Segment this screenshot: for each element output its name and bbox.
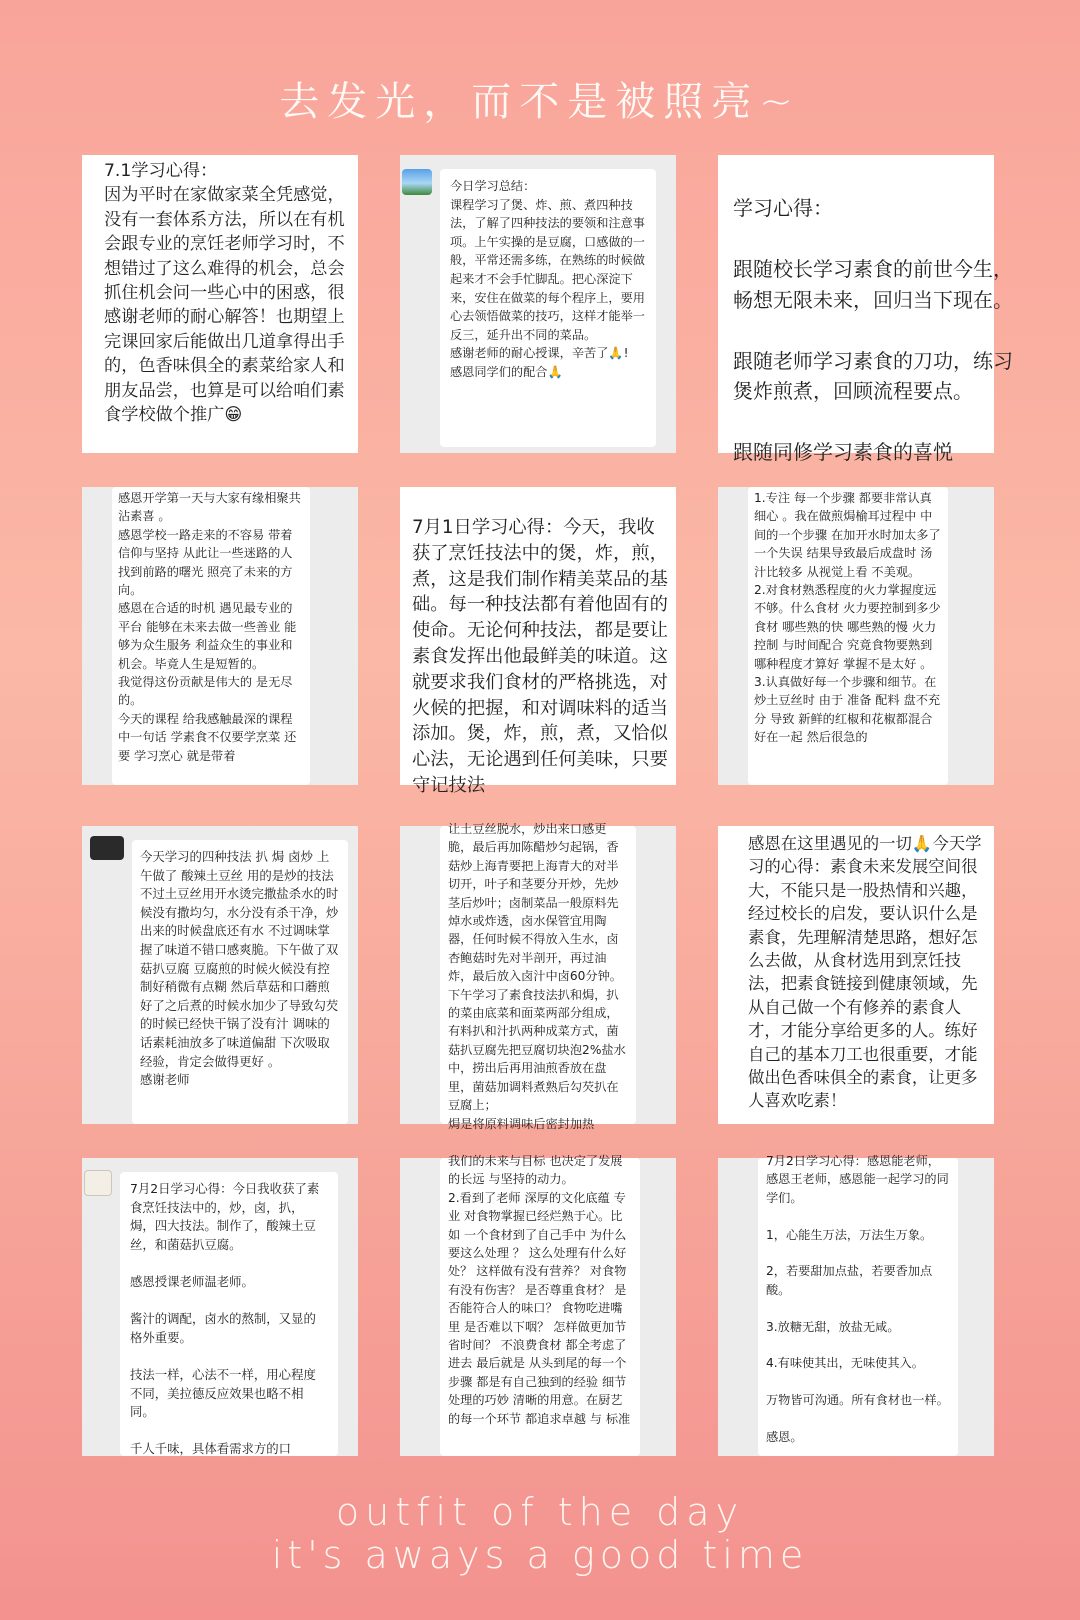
note-text-11: 我们的未来与目标 也决定了发展的长远 与坚持的动力。 2.看到了老师 深厚的文化底蕴 专业 对食物掌握已经烂熟于心。比如 一个食材到了自己手中 为什么要这么处理 ？ 这么处理有什么好处？ 这样做有没有营养？ 对食物有没有伤害？ 是否尊重食材？ 是否能符合人的味口？ 食物吃进嘴里 是否难以下咽？ 怎样做更加节省时间？ 不浪费食材 都全考虑了进去 最后就是 从头到尾的每一个步骤 都是有自己独到的经验 细节 处理的巧妙 清晰的用意。在厨艺的每一个环节 都追求卓越 与 标准 [448,1154,631,1426]
cat-avatar-icon [84,1170,112,1196]
note-tile-11 [400,1154,676,1456]
note-tile-5 [400,487,676,796]
note-text-5: 7月1日学习心得：今天，我收获了烹饪技法中的煲，炸，煎，煮，这是我们制作精美菜品的基础。每一种技法都有着他固有的使命。无论何种技法，都是要让素食发挥出他最鲜美的味道。这就要求我们食材的严格挑选，对火候的把握，和对调味料的适当添加。煲，炸，煎，煮，又恰似心法，无论遇到任何美味，只要守记技法 [412,517,668,796]
chat-bubble-10 [120,1172,338,1456]
chat-bubble-2 [440,169,656,447]
chat-bubble-4 [112,487,310,785]
note-text-7: 今天学习的四种技法 扒 焗 卤炒 上午做了 酸辣土豆丝 用的是炒的技法 不过土豆丝用开水烫完撒盐杀水的时候没有撒均匀，水分没有杀干净，炒出来的时候盘底还有水 不过调味掌握了味道不错口感爽脆。下午做了双菇扒豆腐 豆腐煎的时候火候没有控制好稍微有点糊 然后草菇和口蘑煎好了之后煮的时候水加少了导致勾芡的时候已经快干锅了没有汁 调味的话素耗油放多了味道偏甜 下次吸取经验，肯定会做得更好 。 感谢老师 [140,849,339,1088]
note-text-10: 7月2日学习心得：今日我收获了素食烹饪技法中的，炒，卤，扒，焗，四大技法。制作了，酸辣土豆丝，和菌菇扒豆腐。 感恩授课老师温老师。 酱汁的调配，卤水的熬制，又显的格外重要。 技法一样，心法不一样，用心程度不同，美拉德反应效果也略不相同。 千人千味，具体看需求方的口 [130,1181,320,1457]
headline: 去发光，而不是被照亮~ [279,79,801,125]
note-tile-6 [718,487,994,785]
note-tile-3 [718,155,1013,464]
footer-line-1: outfit of the day [335,1490,745,1534]
chat-bubble-6 [748,487,948,785]
note-text-6: 1.专注 每一个步骤 都要非常认真 细心 。我在做煎焗榆耳过程中 中间的一个步骤 在加开水时加太多了 一个失误 结果导致最后成盘时 汤 汁比较多 从视觉上看 不美观。 2.对食材熟悉程度的火力掌握度远不够。什么食材 火力要控制到多少 食材 哪些熟的快 哪些熟的慢 火力控制 与时间配合 究竟食物要熟到哪种程度才算好 掌握不是太好 。 3.认真做好每一个步骤和细节。在炒土豆丝时 由于 准备 配料 盘不充分 导致 新鲜的红椒和花椒都混合好在一起 然后很急的 [754,491,941,745]
note-tile-7 [82,826,358,1124]
chat-bubble-8 [440,822,636,1131]
note-tile-1 [82,155,358,453]
note-text-1: 7.1学习心得： 因为平时在家做家菜全凭感觉，没有一套体系方法，所以在有机会跟专业的烹饪老师学习时，不想错过了这么难得的机会，总会抓住机会问一些心中的困惑，很感谢老师的耐心解答！也期望上完课回家后能做出几道拿得出手的，色香味俱全的素菜给家人和朋友品尝，也算是可以给咱们素食学校做个推广😁 [104,161,345,426]
note-tile-12 [718,1154,994,1456]
footer-line-2: it's aways a good time [271,1533,809,1577]
note-text-4: 感恩开学第一天与大家有缘相聚共沾素喜 。 感恩学校一路走来的不容易 带着信仰与坚持 从此让一些迷路的人 找到前路的曙光 照亮了未来的方向。 感恩在合适的时机 遇见最专业的平台 能够在未来去做一些善业 能够为众生服务 利益众生的事业和机会。毕竟人生是短暂的。 我觉得这份贡献是伟大的 是无尽的。 今天的课程 给我感触最深的课程中一句话 学素食不仅要学烹菜 还要 学习烹心 就是带着 [118,491,301,763]
note-text-2: 今日学习总结： 课程学习了煲、炸、煎、煮四种技法，了解了四种技法的要领和注意事项。上午实操的是豆腐，口感做的一般，平常还需多练，在熟练的时候做起来才不会手忙脚乱。把心深淀下来，安住在做菜的每个程序上，要用心去领悟做菜的技巧，这样才能举一反三，延升出不同的菜品。 感谢老师的耐心授课，辛苦了🙏! 感恩同学们的配合🙏 [450,179,645,379]
note-text-9: 感恩在这里遇见的一切🙏今天学习的心得：素食未来发展空间很大，不能只是一股热情和兴趣，经过校长的启发，要认识什么是素食，先理解清楚思路，想好怎么去做，从食材选用到烹饪技法，把素食链接到健康领域，先从自己做一个有修养的素食人才，才能分享给更多的人。练好自己的基本刀工也很重要，才能做出色香味俱全的素食，让更多人喜欢吃素！ [748,834,982,1111]
note-tile-10 [82,1158,358,1456]
note-tile-9 [718,826,994,1124]
sky-avatar-icon [402,169,432,195]
note-tile-2 [400,155,676,453]
chat-bubble-7 [132,840,348,1124]
note-text-3: 学习心得： 跟随校长学习素食的前世今生，畅想无限未来，回归当下现在。 跟随老师学习素食的刀功，练习煲炸煎煮，回顾流程要点。 跟随同修学习素食的喜悦 [733,196,1013,464]
dark-avatar-icon [90,836,124,860]
note-text-8: 让土豆丝脱水，炒出来口感更脆，最后再加陈醋炒匀起锅，香菇炒上海青要把上海青大的对半切开，叶子和茎要分开炒，先炒茎后炒叶；卤制菜品一般原料先焯水或炸透，卤水保管宜用陶器，任何时候不得放入生水，卤杏鲍菇时先对半剖开，再过油炸，最后放入卤汁中卤60分钟。下午学习了素食技法扒和焗，扒的菜由底菜和面菜两部分组成，有料扒和汁扒两种成菜方式，菌菇扒豆腐先把豆腐切块泡2%盐水中，捞出后再用油煎香放在盘里，菌菇加调料煮熟后勾芡扒在豆腐上； 焗是将原料调味后密封加热 [448,822,626,1131]
chat-bubble-11 [440,1154,640,1456]
chat-bubble-12 [758,1154,958,1456]
note-tile-4 [82,487,358,785]
note-tile-8 [400,822,676,1131]
note-text-12: 7月2日学习心得：感恩能老师，感恩王老师，感恩能一起学习的同学们。 1，心能生万法，万法生万象。 2，若要甜加点盐，若要香加点酸。 3.放糖无甜，放盐无咸。 4.有味使其出，无味使其入。 万物皆可沟通。所有食材也一样。 感恩。 [766,1154,949,1445]
